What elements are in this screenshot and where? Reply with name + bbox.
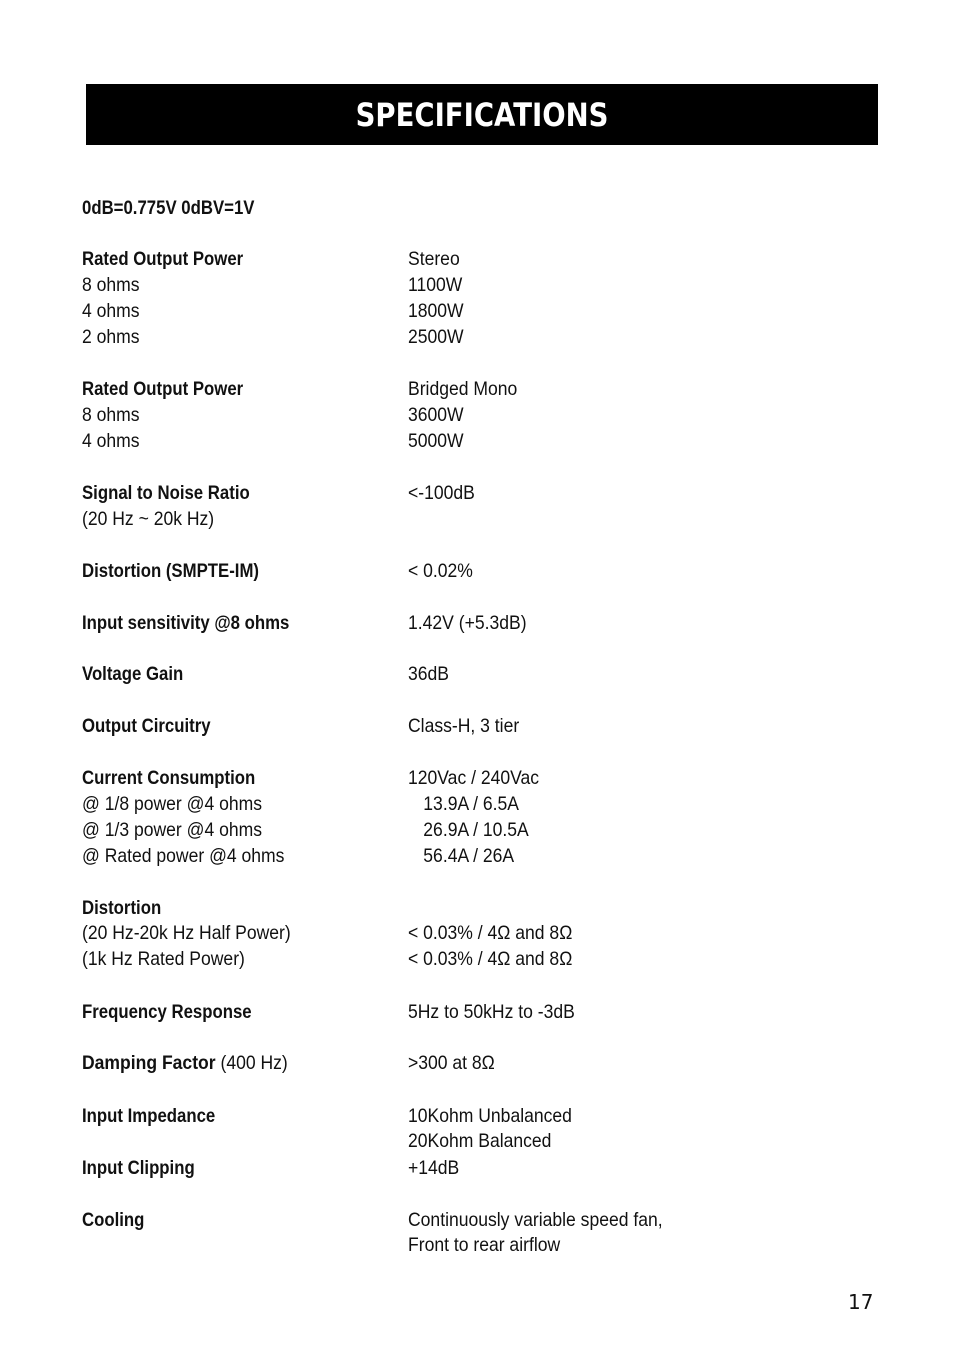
spec-label-current: Current Consumption <box>82 767 256 789</box>
spec-label-voltage-gain: Voltage Gain <box>82 663 184 685</box>
spec-row-value: 1800W <box>408 300 464 322</box>
spec-value-frequency-response: 5Hz to 50kHz to -3dB <box>408 1001 575 1023</box>
spec-label-input-clipping: Input Clipping <box>82 1157 195 1179</box>
spec-value-voltage-gain: 36dB <box>408 663 449 685</box>
spec-row-value: 2500W <box>408 326 464 348</box>
page-number: 17 <box>848 1290 874 1314</box>
spec-row-label: 8 ohms <box>82 404 140 426</box>
spec-value-input-impedance-2: 20Kohm Balanced <box>408 1130 552 1152</box>
spec-sub-snr: (20 Hz ~ 20k Hz) <box>82 508 215 530</box>
spec-value-input-sensitivity: 1.42V (+5.3dB) <box>408 612 527 634</box>
spec-value-cooling: Continuously variable speed fan, <box>408 1209 663 1231</box>
spec-row-value: 3600W <box>408 404 464 426</box>
spec-row-label: (20 Hz-20k Hz Half Power) <box>82 922 291 944</box>
spec-value-input-clipping: +14dB <box>408 1157 460 1179</box>
spec-label-frequency-response: Frequency Response <box>82 1001 252 1023</box>
spec-value-current: 120Vac / 240Vac <box>408 767 540 789</box>
spec-label-rated-stereo: Rated Output Power <box>82 248 244 270</box>
spec-row-label: @ 1/3 power @4 ohms <box>82 819 263 841</box>
spec-value-distortion-smpte: < 0.02% <box>408 560 473 582</box>
spec-row-value: 26.9A / 10.5A <box>423 819 529 841</box>
spec-label-snr: Signal to Noise Ratio <box>82 482 250 504</box>
spec-value-output-circuitry: Class-H, 3 tier <box>408 715 520 737</box>
spec-label-damping-wrap <box>82 1050 288 1076</box>
spec-row-value: < 0.03% / 4Ω and 8Ω <box>408 922 573 944</box>
title-bar <box>86 84 878 145</box>
spec-row-label: 2 ohms <box>82 326 140 348</box>
spec-row-value: 1100W <box>408 274 463 296</box>
spec-label-distortion-smpte: Distortion (SMPTE-IM) <box>82 560 259 582</box>
spec-label-distortion: Distortion <box>82 897 162 919</box>
spec-row-label: 4 ohms <box>82 430 140 452</box>
reference-note: 0dB=0.775V 0dBV=1V <box>82 197 255 219</box>
spec-row-value: 5000W <box>408 430 464 452</box>
spec-row-label: @ 1/8 power @4 ohms <box>82 793 263 815</box>
spec-row-label: 8 ohms <box>82 274 140 296</box>
spec-row-value: 13.9A / 6.5A <box>423 793 519 815</box>
spec-label-damping: Damping Factor <box>82 1052 216 1074</box>
spec-value-cooling-2: Front to rear airflow <box>408 1234 561 1256</box>
spec-value-input-impedance: 10Kohm Unbalanced <box>408 1105 572 1127</box>
spec-label-damping-suffix: (400 Hz) <box>220 1052 288 1074</box>
spec-label-input-impedance: Input Impedance <box>82 1105 216 1127</box>
spec-label-output-circuitry: Output Circuitry <box>82 715 211 737</box>
spec-value-rated-bridged: Bridged Mono <box>408 378 518 400</box>
spec-value-rated-stereo: Stereo <box>408 248 460 270</box>
spec-value-damping: >300 at 8Ω <box>408 1052 495 1074</box>
spec-row-label: (1k Hz Rated Power) <box>82 948 245 970</box>
spec-row-label: @ Rated power @4 ohms <box>82 845 285 867</box>
spec-value-snr: <-100dB <box>408 482 475 504</box>
spec-label-input-sensitivity: Input sensitivity @8 ohms <box>82 612 290 634</box>
spec-label-rated-bridged: Rated Output Power <box>82 378 244 400</box>
spec-row-value: < 0.03% / 4Ω and 8Ω <box>408 948 573 970</box>
spec-row-label: 4 ohms <box>82 300 140 322</box>
page-title: SPECIFICATIONS <box>355 95 609 134</box>
spec-row-value: 56.4A / 26A <box>423 845 515 867</box>
spec-label-cooling: Cooling <box>82 1209 145 1231</box>
